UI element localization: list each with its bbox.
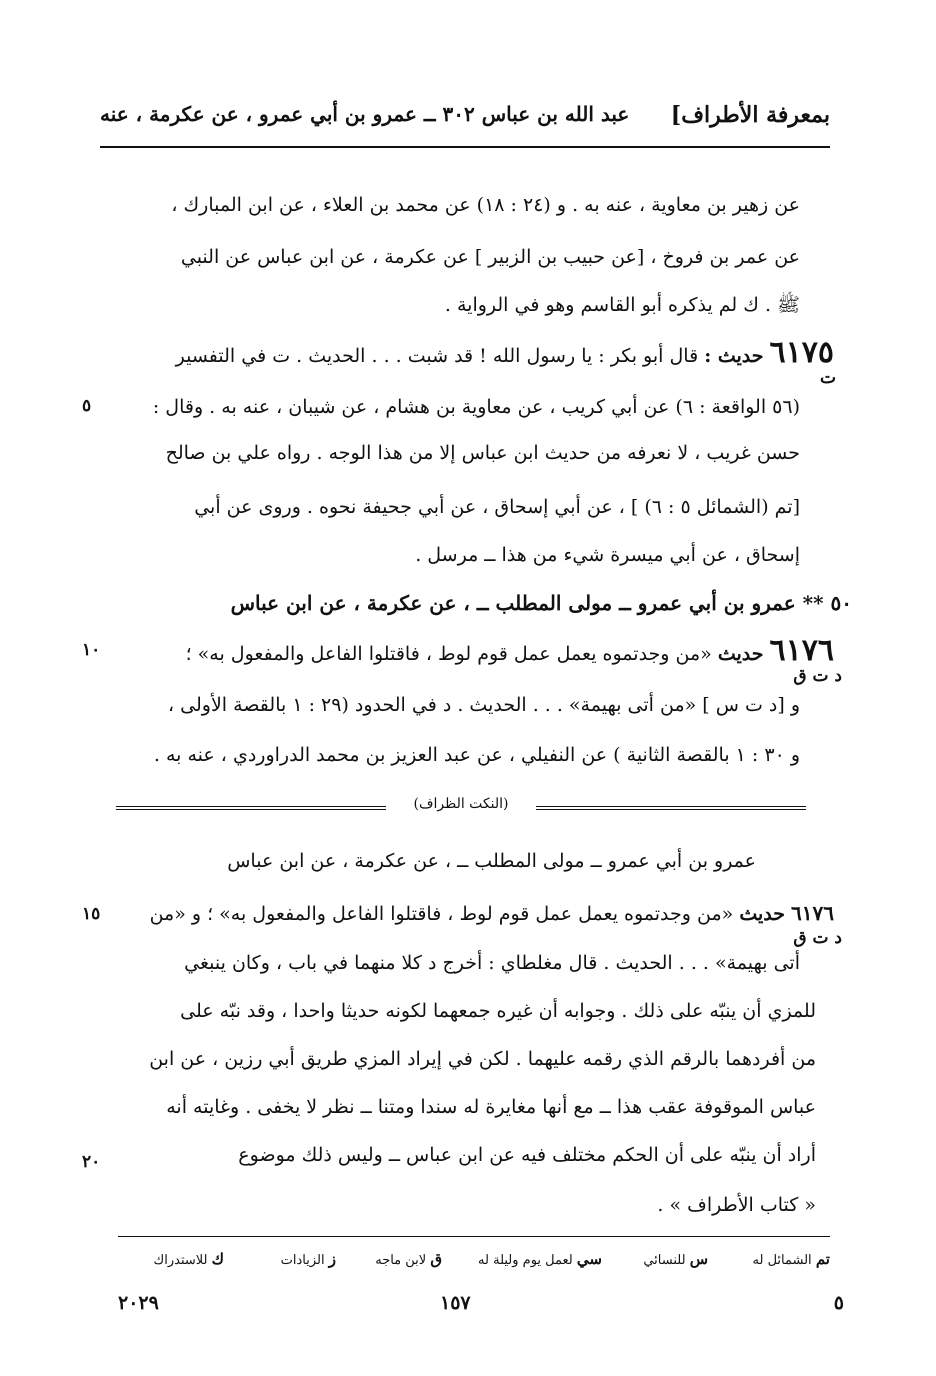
running-head-right: بمعرفة الأطراف] <box>670 102 830 128</box>
hadith-sigla: ت <box>819 368 836 388</box>
folio-reference: ٢٠٢٩ <box>118 1292 159 1314</box>
text-line: [تم (الشمائل ٥ : ٦) ] ، عن أبي إسحاق ، عن أبي جحيفة نحوه . وروى عن أبي <box>194 496 800 518</box>
running-head-left: عبد الله بن عباس ٣٠٢ ــ عمرو بن أبي عمرو ، عن عكرمة ، عنه <box>100 102 630 126</box>
page-number: ١٥٧ <box>440 1292 471 1314</box>
hadith-label: حديث <box>739 903 785 925</box>
text-line: عن عمر بن فروخ ، [عن حبيب بن الزبير ] عن عكرمة ، عن ابن عباس عن النبي <box>180 246 800 268</box>
margin-line-number: ٢٠ <box>82 1152 101 1172</box>
text-line: عن زهير بن معاوية ، عنه به . و (٢٤ : ١٨) عن محمد بن العلاء ، عن ابن المبارك ، <box>171 194 800 216</box>
hadith-number: ٦١٧٦ <box>791 901 834 925</box>
nukat-heading: عمرو بن أبي عمرو ــ مولى المطلب ــ ، عن عكرمة ، عن ابن عباس <box>227 850 756 872</box>
hadith-text: «من وجدتموه يعمل عمل قوم لوط ، فاقتلوا الفاعل والمفعول به» ؛ <box>185 643 712 665</box>
abbreviation-item <box>154 1250 224 1268</box>
abbreviation-text: الزيادات <box>280 1253 325 1268</box>
hadith-text: قال أبو بكر : يا رسول الله ! قد شبت . . . الحديث . ت في التفسير <box>175 345 699 367</box>
isnad-heading: ٥٠ ** عمرو بن أبي عمرو ــ مولى المطلب ــ ، عن عكرمة ، عن ابن عباس <box>230 591 852 615</box>
section-separator <box>116 798 806 820</box>
double-rule <box>536 806 806 810</box>
hadith-sigla: د ت ق <box>793 666 842 686</box>
double-rule <box>116 806 386 810</box>
hadith-number: ٦١٧٥ <box>769 335 834 370</box>
hadith-label: حديث : <box>704 345 764 367</box>
hadith-sigla: د ت ق <box>793 928 842 948</box>
abbreviation-item <box>375 1250 442 1268</box>
abbreviation-item <box>753 1250 831 1268</box>
footer-rule <box>118 1236 830 1237</box>
text-line: و [د ت س ] «من أتى بهيمة» . . . الحديث . د في الحدود (٢٩ : ١ بالقصة الأولى ، <box>168 694 800 716</box>
abbreviation-text: لابن ماجه <box>375 1253 427 1268</box>
margin-line-number: ١٥ <box>82 904 101 924</box>
hadith-entry <box>175 335 834 371</box>
text-line: حسن غريب ، لا نعرفه من حديث ابن عباس إلا من هذا الوجه . رواه علي بن صالح <box>165 442 800 464</box>
separator-label: (النكت الظراف) <box>413 796 509 812</box>
text-line: و ٣٠ : ١ بالقصة الثانية ) عن النفيلي ، عن عبد العزيز بن محمد الدراوردي ، عنه به . <box>153 744 800 766</box>
text-line: إسحاق ، عن أبي ميسرة شيء من هذا ــ مرسل . <box>415 544 800 566</box>
abbreviation-item <box>643 1250 708 1268</box>
abbreviation-symbol: ز <box>328 1250 336 1268</box>
folio-mark: ٥ <box>833 1292 844 1314</box>
abbreviation-symbol: ق <box>430 1250 442 1268</box>
margin-line-number: ٥ <box>82 396 92 416</box>
abbreviation-symbol: س <box>689 1250 708 1268</box>
text-line: أتى بهيمة» . . . الحديث . قال مغلطاي : أخرج د كلا منهما في باب ، وكان ينبغي <box>184 952 800 974</box>
abbreviation-text: للنسائي <box>643 1253 686 1268</box>
text-line: للمزي أن ينبّه على ذلك . وجوابه أن غيره جمعهما لكونه حديثا واحدا ، وقد نبّه على <box>180 1000 816 1022</box>
text-line: من أفردهما بالرقم الذي رقمه عليهما . لكن في إيراد المزي طريق أبي رزين ، عن ابن <box>149 1048 816 1070</box>
hadith-text: «من وجدتموه يعمل عمل قوم لوط ، فاقتلوا الفاعل والمفعول به» ؛ و «من <box>149 903 734 925</box>
abbreviation-text: لعمل يوم وليلة له <box>478 1253 573 1268</box>
margin-line-number: ١٠ <box>82 640 101 660</box>
abbreviation-symbol: تم <box>815 1250 830 1268</box>
abbreviation-item <box>281 1250 336 1268</box>
abbreviation-item <box>478 1250 602 1268</box>
text-line: عباس الموقوفة عقب هذا ــ مع أنها مغايرة له سندا ومتنا ــ نظر لا يخفى . وغايته أنه <box>166 1096 816 1118</box>
hadith-entry <box>150 898 834 929</box>
hadith-label: حديث <box>717 643 764 665</box>
abbreviation-text: الشمائل له <box>752 1253 812 1268</box>
hadith-number: ٦١٧٦ <box>769 633 834 668</box>
text-line: (٥٦ الواقعة : ٦) عن أبي كريب ، عن معاوية بن هشام ، عن شيبان ، عنه به . وقال : <box>152 396 800 418</box>
running-head <box>100 96 830 140</box>
text-line: « كتاب الأطراف » . <box>657 1194 816 1216</box>
text-line: أراد أن ينبّه على أن الحكم مختلف فيه عن ابن عباس ــ وليس ذلك موضوع <box>238 1144 816 1166</box>
abbreviation-text: للاستدراك <box>153 1253 208 1268</box>
abbreviation-symbol: ك <box>211 1250 224 1268</box>
hadith-entry <box>185 633 834 669</box>
text-line: ﷺ . ك لم يذكره أبو القاسم وهو في الرواية . <box>444 294 800 316</box>
header-rule <box>100 146 830 148</box>
abbreviation-symbol: سي <box>576 1250 602 1268</box>
